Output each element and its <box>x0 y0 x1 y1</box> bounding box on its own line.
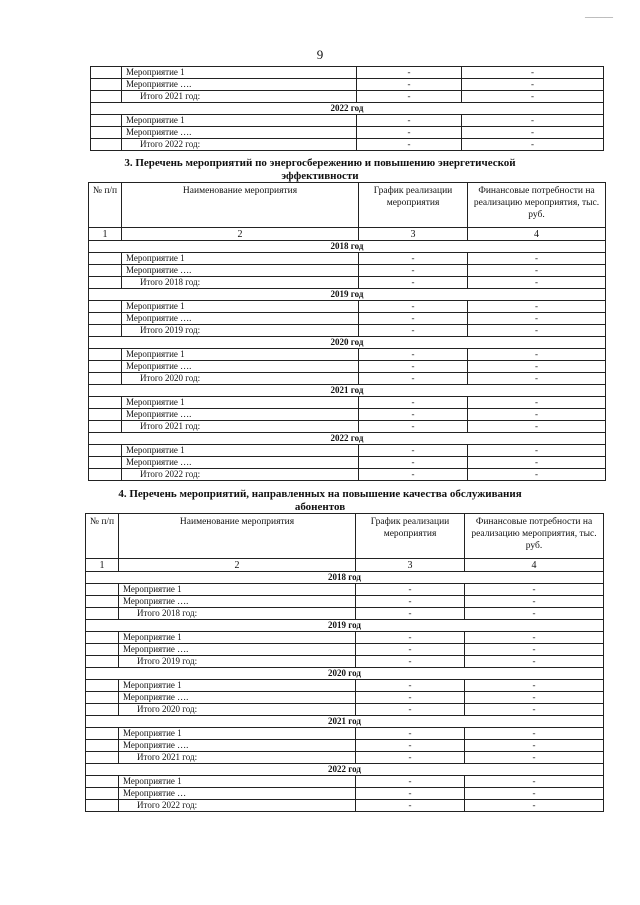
activity-name: Мероприятие 1 <box>122 397 359 409</box>
number-cell <box>89 265 122 277</box>
number-cell <box>89 409 122 421</box>
number-cell <box>86 740 119 752</box>
column-header-name: Наименование мероприятия <box>122 183 359 228</box>
activity-name: Мероприятие 1 <box>119 728 356 740</box>
activity-name: Мероприятие 1 <box>119 680 356 692</box>
number-cell <box>89 421 122 433</box>
total-label: Итого 2021 год: <box>122 91 357 103</box>
table-row <box>89 301 606 313</box>
total-label: Итого 2018 год: <box>119 608 356 620</box>
schedule-cell: - <box>359 265 468 277</box>
finance-cell: - <box>462 127 604 139</box>
total-label: Итого 2019 год: <box>122 325 359 337</box>
activity-name: Мероприятие …. <box>122 313 359 325</box>
table-row <box>86 740 604 752</box>
table-row <box>86 608 604 620</box>
activity-name: Мероприятие …. <box>119 692 356 704</box>
year-label: 2019 год <box>86 620 604 632</box>
table-row <box>86 800 604 812</box>
column-number: 2 <box>119 559 356 572</box>
activity-name: Мероприятие …. <box>119 644 356 656</box>
activity-name: Мероприятие …. <box>122 79 357 91</box>
finance-cell: - <box>468 313 606 325</box>
schedule-cell: - <box>357 115 462 127</box>
year-label: 2019 год <box>89 289 606 301</box>
schedule-cell: - <box>357 67 462 79</box>
year-row <box>86 620 604 632</box>
number-cell <box>86 752 119 764</box>
schedule-cell: - <box>359 313 468 325</box>
schedule-cell: - <box>357 139 462 151</box>
number-cell <box>89 457 122 469</box>
table-row <box>89 277 606 289</box>
year-label: 2020 год <box>86 668 604 680</box>
activity-name: Мероприятие 1 <box>122 115 357 127</box>
fragment-table-block <box>90 66 610 151</box>
number-cell <box>86 800 119 812</box>
activity-name: Мероприятие …. <box>119 740 356 752</box>
activity-name: Мероприятие 1 <box>119 584 356 596</box>
column-header-number: № п/п <box>86 514 119 559</box>
finance-cell: - <box>468 361 606 373</box>
column-header-name: Наименование мероприятия <box>119 514 356 559</box>
number-cell <box>86 704 119 716</box>
schedule-cell: - <box>356 800 465 812</box>
schedule-cell: - <box>359 469 468 481</box>
activity-name: Мероприятие 1 <box>119 776 356 788</box>
table-row <box>89 409 606 421</box>
section3-body <box>89 241 606 481</box>
finance-cell: - <box>462 91 604 103</box>
schedule-cell: - <box>359 373 468 385</box>
table-row <box>89 361 606 373</box>
finance-cell: - <box>462 79 604 91</box>
table-row <box>86 692 604 704</box>
finance-cell: - <box>468 373 606 385</box>
number-cell <box>89 313 122 325</box>
table-row <box>86 584 604 596</box>
column-number: 2 <box>122 228 359 241</box>
schedule-cell: - <box>356 788 465 800</box>
year-label: 2021 год <box>89 385 606 397</box>
finance-cell: - <box>468 349 606 361</box>
finance-cell: - <box>465 740 604 752</box>
schedule-cell: - <box>356 656 465 668</box>
table-header-row <box>89 183 606 228</box>
table-row <box>86 776 604 788</box>
finance-cell: - <box>465 752 604 764</box>
number-cell <box>86 596 119 608</box>
number-cell <box>86 644 119 656</box>
year-label: 2018 год <box>89 241 606 253</box>
finance-cell: - <box>468 421 606 433</box>
finance-cell: - <box>468 397 606 409</box>
column-number: 1 <box>86 559 119 572</box>
table-row <box>86 704 604 716</box>
schedule-cell: - <box>359 301 468 313</box>
schedule-cell: - <box>356 632 465 644</box>
schedule-cell: - <box>359 361 468 373</box>
schedule-cell: - <box>356 704 465 716</box>
number-cell <box>86 584 119 596</box>
year-row <box>89 433 606 445</box>
table-row <box>89 373 606 385</box>
section4-table-block <box>85 513 640 812</box>
finance-cell: - <box>465 776 604 788</box>
table-row <box>86 752 604 764</box>
activity-name: Мероприятие … <box>119 788 356 800</box>
total-label: Итого 2022 год: <box>122 469 359 481</box>
table-row <box>89 457 606 469</box>
schedule-cell: - <box>356 740 465 752</box>
finance-cell: - <box>462 115 604 127</box>
number-cell <box>89 469 122 481</box>
schedule-cell: - <box>359 325 468 337</box>
finance-cell: - <box>465 692 604 704</box>
number-cell <box>86 608 119 620</box>
table-row <box>86 644 604 656</box>
schedule-cell: - <box>359 253 468 265</box>
column-header-finance: Финансовые потребности на реализацию мероприятия, тыс. руб. <box>468 183 606 228</box>
schedule-cell: - <box>356 596 465 608</box>
table-row <box>89 445 606 457</box>
section4-table <box>85 513 604 812</box>
number-cell <box>89 253 122 265</box>
schedule-cell: - <box>359 277 468 289</box>
schedule-cell: - <box>359 349 468 361</box>
schedule-cell: - <box>356 776 465 788</box>
finance-cell: - <box>465 596 604 608</box>
activity-name: Мероприятие …. <box>122 127 357 139</box>
number-cell <box>89 445 122 457</box>
year-row <box>86 716 604 728</box>
total-label: Итого 2020 год: <box>122 373 359 385</box>
column-number: 3 <box>359 228 468 241</box>
activity-name: Мероприятие 1 <box>122 445 359 457</box>
column-header-finance: Финансовые потребности на реализацию мероприятия, тыс. руб. <box>465 514 604 559</box>
year-label: 2022 год <box>91 103 604 115</box>
schedule-cell: - <box>356 752 465 764</box>
table-row <box>89 313 606 325</box>
finance-cell: - <box>462 67 604 79</box>
number-cell <box>89 361 122 373</box>
schedule-cell: - <box>356 680 465 692</box>
table-row <box>91 91 604 103</box>
finance-cell: - <box>465 800 604 812</box>
table-row <box>91 115 604 127</box>
table-row <box>86 656 604 668</box>
table-row <box>89 421 606 433</box>
column-number: 4 <box>465 559 604 572</box>
finance-cell: - <box>468 325 606 337</box>
finance-cell: - <box>465 584 604 596</box>
finance-cell: - <box>465 788 604 800</box>
total-label: Итого 2019 год: <box>119 656 356 668</box>
activity-name: Мероприятие …. <box>122 409 359 421</box>
year-row <box>86 668 604 680</box>
section3-title-line1: 3. Перечень мероприятий по энергосбережению и повышению энергетической <box>124 157 516 169</box>
activity-name: Мероприятие 1 <box>119 632 356 644</box>
column-number: 1 <box>89 228 122 241</box>
number-cell <box>86 680 119 692</box>
total-label: Итого 2022 год: <box>119 800 356 812</box>
number-cell <box>86 692 119 704</box>
finance-cell: - <box>468 265 606 277</box>
column-number-row <box>86 559 604 572</box>
year-label: 2022 год <box>89 433 606 445</box>
year-label: 2020 год <box>89 337 606 349</box>
section4-title <box>0 488 640 514</box>
table-row <box>86 596 604 608</box>
schedule-cell: - <box>357 91 462 103</box>
number-cell <box>89 349 122 361</box>
total-label: Итого 2018 год: <box>122 277 359 289</box>
finance-cell: - <box>468 457 606 469</box>
number-cell <box>86 728 119 740</box>
table-row <box>86 632 604 644</box>
finance-cell: - <box>462 139 604 151</box>
activity-name: Мероприятие 1 <box>122 67 357 79</box>
table-header-row <box>86 514 604 559</box>
table-row <box>86 728 604 740</box>
schedule-cell: - <box>359 397 468 409</box>
number-cell <box>86 656 119 668</box>
finance-cell: - <box>468 445 606 457</box>
year-row <box>86 572 604 584</box>
table-row <box>91 79 604 91</box>
column-number: 4 <box>468 228 606 241</box>
schedule-cell: - <box>359 421 468 433</box>
finance-cell: - <box>468 301 606 313</box>
finance-cell: - <box>468 469 606 481</box>
table-row <box>91 139 604 151</box>
column-number: 3 <box>356 559 465 572</box>
schedule-cell: - <box>359 457 468 469</box>
year-row <box>89 337 606 349</box>
column-number-row <box>89 228 606 241</box>
corner-stamp: _______ <box>585 10 613 19</box>
schedule-cell: - <box>359 445 468 457</box>
number-cell <box>89 397 122 409</box>
schedule-cell: - <box>357 79 462 91</box>
total-label: Итого 2020 год: <box>119 704 356 716</box>
year-label: 2021 год <box>86 716 604 728</box>
schedule-cell: - <box>356 644 465 656</box>
finance-cell: - <box>468 409 606 421</box>
year-label: 2018 год <box>86 572 604 584</box>
activity-name: Мероприятие 1 <box>122 301 359 313</box>
activity-name: Мероприятие …. <box>122 361 359 373</box>
table-row <box>89 265 606 277</box>
finance-cell: - <box>468 253 606 265</box>
activity-name: Мероприятие 1 <box>122 349 359 361</box>
finance-cell: - <box>465 728 604 740</box>
total-label: Итого 2022 год: <box>122 139 357 151</box>
schedule-cell: - <box>356 608 465 620</box>
year-row <box>91 103 604 115</box>
finance-cell: - <box>468 277 606 289</box>
total-label: Итого 2021 год: <box>122 421 359 433</box>
page-number: 9 <box>316 47 324 62</box>
number-cell <box>89 373 122 385</box>
number-cell <box>89 277 122 289</box>
section3-table <box>88 182 606 481</box>
table-row <box>86 788 604 800</box>
section3-table-block <box>88 182 640 481</box>
year-row <box>89 241 606 253</box>
table-row <box>86 680 604 692</box>
year-row <box>86 764 604 776</box>
activity-name: Мероприятие …. <box>122 457 359 469</box>
table-row <box>89 253 606 265</box>
table-row <box>91 127 604 139</box>
section4-title-line1: 4. Перечень мероприятий, направленных на повышение качества обслуживания <box>118 488 522 500</box>
column-header-schedule: График реализации мероприятия <box>356 514 465 559</box>
table-row <box>89 349 606 361</box>
finance-cell: - <box>465 704 604 716</box>
schedule-cell: - <box>356 728 465 740</box>
finance-cell: - <box>465 656 604 668</box>
schedule-cell: - <box>357 127 462 139</box>
column-header-number: № п/п <box>89 183 122 228</box>
schedule-cell: - <box>359 409 468 421</box>
schedule-cell: - <box>356 692 465 704</box>
activity-name: Мероприятие …. <box>122 265 359 277</box>
table-row <box>89 397 606 409</box>
finance-cell: - <box>465 608 604 620</box>
table-row <box>89 325 606 337</box>
continued-table <box>90 66 604 151</box>
total-label: Итого 2021 год: <box>119 752 356 764</box>
section3-title-line2: эффективности <box>281 170 359 182</box>
number-cell <box>86 776 119 788</box>
schedule-cell: - <box>356 584 465 596</box>
table-row <box>89 469 606 481</box>
finance-cell: - <box>465 632 604 644</box>
activity-name: Мероприятие 1 <box>122 253 359 265</box>
number-cell <box>89 301 122 313</box>
section4-title-line2: абонентов <box>294 501 346 513</box>
activity-name: Мероприятие …. <box>119 596 356 608</box>
column-header-schedule: График реализации мероприятия <box>359 183 468 228</box>
number-cell <box>89 325 122 337</box>
year-label: 2022 год <box>86 764 604 776</box>
finance-cell: - <box>465 644 604 656</box>
number-cell <box>86 632 119 644</box>
number-cell <box>86 788 119 800</box>
year-row <box>89 385 606 397</box>
section3-title <box>0 157 640 183</box>
table-row <box>91 67 604 79</box>
section4-body <box>86 572 604 812</box>
year-row <box>89 289 606 301</box>
finance-cell: - <box>465 680 604 692</box>
